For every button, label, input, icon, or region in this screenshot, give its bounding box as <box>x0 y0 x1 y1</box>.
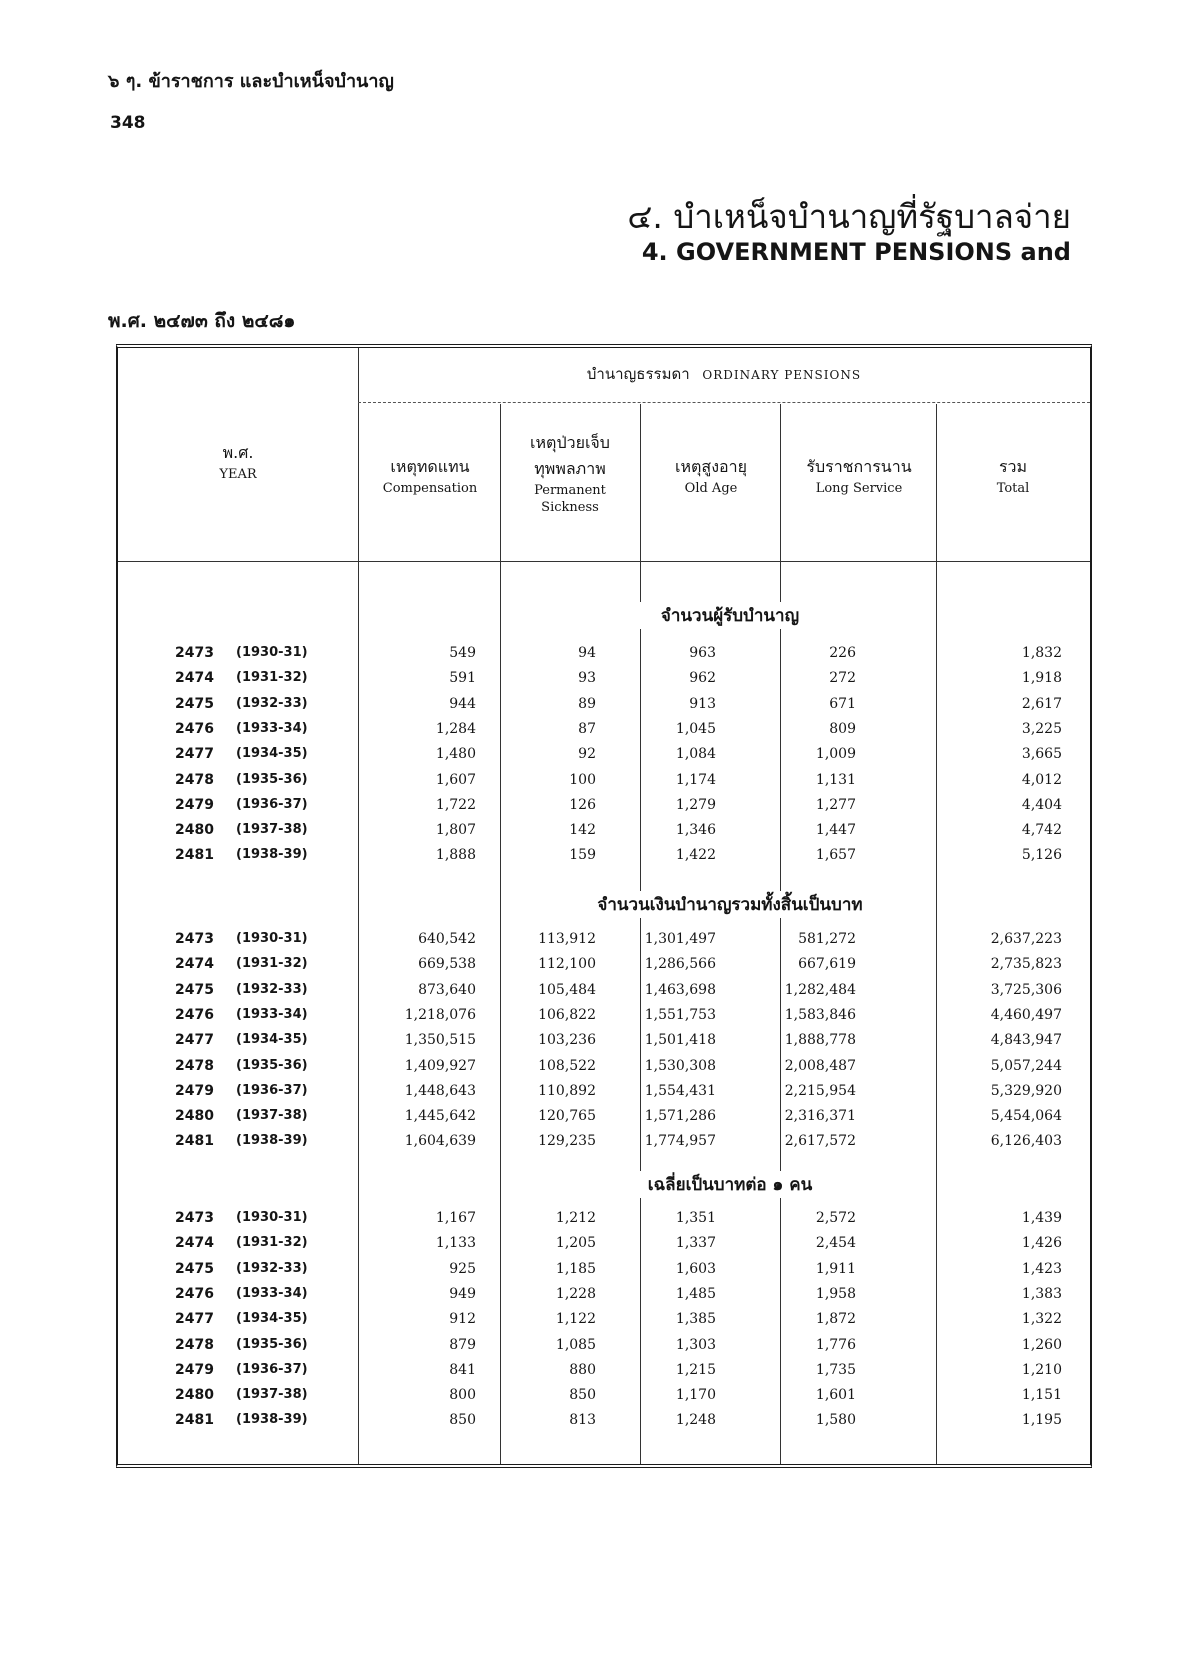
ordinary-pensions-english: ORDINARY PENSIONS <box>702 368 862 382</box>
table-row <box>116 1261 1092 1285</box>
value-cell: 92 <box>578 746 596 762</box>
value-cell: 912 <box>449 1311 476 1327</box>
table-row <box>116 1286 1092 1310</box>
value-cell: 1,170 <box>675 1387 716 1403</box>
table-row <box>116 721 1092 745</box>
value-cell: 671 <box>829 696 856 712</box>
value-cell: 925 <box>449 1261 476 1277</box>
year-ce-cell: (1938-39) <box>236 847 308 862</box>
running-head: ๖ ๆ. ข้าราชการ และบำเหน็จบำนาญ <box>108 71 394 92</box>
value-cell: 1,958 <box>815 1286 856 1302</box>
value-cell: 129,235 <box>538 1133 596 1149</box>
year-ce-cell: (1933-34) <box>236 1007 308 1022</box>
value-cell: 6,126,403 <box>990 1133 1062 1149</box>
column-header-total <box>938 454 1088 497</box>
value-cell: 1,122 <box>555 1311 596 1327</box>
table-row <box>116 1083 1092 1107</box>
value-cell: 93 <box>578 670 596 686</box>
year-ce-cell: (1931-32) <box>236 956 308 971</box>
value-cell: 5,454,064 <box>990 1108 1062 1124</box>
value-cell: 850 <box>449 1412 476 1428</box>
value-cell: 1,601 <box>815 1387 856 1403</box>
year-be-cell: 2475 <box>175 982 214 998</box>
value-cell: 2,572 <box>815 1210 856 1226</box>
column-header-thai: รวม <box>998 457 1028 476</box>
value-cell: 1,085 <box>555 1337 596 1353</box>
year-ce-cell: (1938-39) <box>236 1133 308 1148</box>
year-be-cell: 2473 <box>175 931 214 947</box>
table-title-thai: ๔. บำเหน็จบำนาญที่รัฐบาลจ่าย <box>627 197 1071 236</box>
year-be-cell: 2474 <box>175 1235 214 1251</box>
value-cell: 1,774,957 <box>644 1133 716 1149</box>
table-row <box>116 931 1092 955</box>
value-cell: 3,225 <box>1021 721 1062 737</box>
value-cell: 1,580 <box>815 1412 856 1428</box>
column-header-thai: เหตุทดแทน <box>390 457 470 476</box>
table-row <box>116 1387 1092 1411</box>
value-cell: 1,657 <box>815 847 856 863</box>
year-be-cell: 2479 <box>175 1362 214 1378</box>
value-cell: 110,892 <box>538 1083 596 1099</box>
year-ce-cell: (1934-35) <box>236 1311 308 1326</box>
value-cell: 100 <box>569 772 596 788</box>
value-cell: 1,607 <box>435 772 476 788</box>
value-cell: 5,057,244 <box>990 1058 1062 1074</box>
year-ce-cell: (1936-37) <box>236 797 308 812</box>
column-header-english: Compensation <box>382 481 478 496</box>
value-cell: 1,286,566 <box>644 956 716 972</box>
table-row <box>116 1337 1092 1361</box>
year-be-cell: 2477 <box>175 746 214 762</box>
year-ce-cell: (1937-38) <box>236 822 308 837</box>
value-cell: 1,604,639 <box>404 1133 476 1149</box>
table-row <box>116 1108 1092 1132</box>
year-be-cell: 2478 <box>175 1337 214 1353</box>
table-row <box>116 772 1092 796</box>
column-header-english: Permanent Sickness <box>534 483 606 515</box>
year-be-cell: 2476 <box>175 1286 214 1302</box>
period-label: พ.ศ. ๒๔๗๓ ถึง ๒๔๘๑ <box>108 310 296 332</box>
year-ce-cell: (1933-34) <box>236 721 308 736</box>
value-cell: 1,351 <box>675 1210 716 1226</box>
value-cell: 873,640 <box>418 982 476 998</box>
year-be-cell: 2478 <box>175 1058 214 1074</box>
table-row <box>116 645 1092 669</box>
value-cell: 1,167 <box>435 1210 476 1226</box>
column-header-english: Total <box>996 481 1030 496</box>
year-column-header <box>118 440 358 483</box>
value-cell: 1,911 <box>815 1261 856 1277</box>
year-be-cell: 2478 <box>175 772 214 788</box>
value-cell: 1,447 <box>815 822 856 838</box>
value-cell: 667,619 <box>798 956 856 972</box>
value-cell: 2,617,572 <box>784 1133 856 1149</box>
value-cell: 1,501,418 <box>644 1032 716 1048</box>
column-header-long-service <box>782 454 936 497</box>
table-row <box>116 822 1092 846</box>
column-header-thai: เหตุสูงอายุ <box>675 457 747 476</box>
value-cell: 1,195 <box>1021 1412 1062 1428</box>
value-cell: 1,445,642 <box>404 1108 476 1124</box>
year-ce-cell: (1930-31) <box>236 1210 308 1225</box>
value-cell: 1,218,076 <box>404 1007 476 1023</box>
value-cell: 1,554,431 <box>644 1083 716 1099</box>
year-ce-cell: (1935-36) <box>236 772 308 787</box>
year-ce-cell: (1931-32) <box>236 670 308 685</box>
section-title-total-amount: จำนวนเงินบำนาญรวมทั้งสิ้นเป็นบาท <box>550 891 910 918</box>
year-ce-cell: (1930-31) <box>236 931 308 946</box>
value-cell: 850 <box>569 1387 596 1403</box>
value-cell: 581,272 <box>798 931 856 947</box>
value-cell: 962 <box>689 670 716 686</box>
value-cell: 103,236 <box>538 1032 596 1048</box>
year-be-cell: 2475 <box>175 696 214 712</box>
table-row <box>116 696 1092 720</box>
table-row <box>116 1362 1092 1386</box>
section-title-pensioners: จำนวนผู้รับบำนาญ <box>550 602 910 629</box>
value-cell: 2,454 <box>815 1235 856 1251</box>
value-cell: 1,409,927 <box>404 1058 476 1074</box>
year-be-cell: 2476 <box>175 721 214 737</box>
page-number: 348 <box>110 113 146 133</box>
value-cell: 591 <box>449 670 476 686</box>
value-cell: 1,151 <box>1021 1387 1062 1403</box>
table-row <box>116 1311 1092 1335</box>
year-be-cell: 2481 <box>175 847 214 863</box>
column-header-permanent-sickness <box>510 430 630 516</box>
year-be-cell: 2476 <box>175 1007 214 1023</box>
year-be-cell: 2481 <box>175 1133 214 1149</box>
year-ce-cell: (1935-36) <box>236 1337 308 1352</box>
year-be-cell: 2474 <box>175 956 214 972</box>
value-cell: 841 <box>449 1362 476 1378</box>
value-cell: 1,212 <box>555 1210 596 1226</box>
value-cell: 105,484 <box>538 982 596 998</box>
value-cell: 272 <box>829 670 856 686</box>
value-cell: 94 <box>578 645 596 661</box>
section-title-average: เฉลี่ยเป็นบาทต่อ ๑ คน <box>550 1171 910 1198</box>
value-cell: 2,316,371 <box>784 1108 856 1124</box>
year-ce-cell: (1933-34) <box>236 1286 308 1301</box>
value-cell: 944 <box>449 696 476 712</box>
table-row <box>116 847 1092 871</box>
value-cell: 1,205 <box>555 1235 596 1251</box>
table-title-english: 4. GOVERNMENT PENSIONS and <box>641 238 1071 266</box>
value-cell: 813 <box>569 1412 596 1428</box>
value-cell: 4,460,497 <box>990 1007 1062 1023</box>
column-header-compensation <box>360 454 500 497</box>
table-row <box>116 1058 1092 1082</box>
value-cell: 159 <box>569 847 596 863</box>
year-be-cell: 2481 <box>175 1412 214 1428</box>
value-cell: 1,260 <box>1021 1337 1062 1353</box>
table-row <box>116 1412 1092 1436</box>
value-cell: 913 <box>689 696 716 712</box>
value-cell: 1,131 <box>815 772 856 788</box>
value-cell: 1,045 <box>675 721 716 737</box>
table-row <box>116 1210 1092 1234</box>
value-cell: 1,735 <box>815 1362 856 1378</box>
value-cell: 1,133 <box>435 1235 476 1251</box>
value-cell: 1,301,497 <box>644 931 716 947</box>
year-ce-cell: (1937-38) <box>236 1387 308 1402</box>
year-be-cell: 2480 <box>175 1387 214 1403</box>
value-cell: 1,346 <box>675 822 716 838</box>
group-header-rule <box>358 402 1090 403</box>
year-ce-cell: (1934-35) <box>236 746 308 761</box>
value-cell: 5,126 <box>1021 847 1062 863</box>
value-cell: 1,210 <box>1021 1362 1062 1378</box>
table-row <box>116 746 1092 770</box>
year-ce-cell: (1936-37) <box>236 1362 308 1377</box>
year-ce-cell: (1932-33) <box>236 1261 308 1276</box>
table-row <box>116 1032 1092 1056</box>
year-be-cell: 2479 <box>175 797 214 813</box>
value-cell: 1,383 <box>1021 1286 1062 1302</box>
table-row <box>116 797 1092 821</box>
value-cell: 2,215,954 <box>784 1083 856 1099</box>
year-ce-cell: (1938-39) <box>236 1412 308 1427</box>
value-cell: 1,603 <box>675 1261 716 1277</box>
value-cell: 1,279 <box>675 797 716 813</box>
value-cell: 1,350,515 <box>404 1032 476 1048</box>
value-cell: 5,329,920 <box>990 1083 1062 1099</box>
year-ce-cell: (1936-37) <box>236 1083 308 1098</box>
value-cell: 142 <box>569 822 596 838</box>
year-be-cell: 2473 <box>175 645 214 661</box>
value-cell: 1,248 <box>675 1412 716 1428</box>
year-ce-cell: (1935-36) <box>236 1058 308 1073</box>
value-cell: 879 <box>449 1337 476 1353</box>
value-cell: 640,542 <box>418 931 476 947</box>
year-ce-cell: (1932-33) <box>236 982 308 997</box>
value-cell: 112,100 <box>538 956 596 972</box>
year-be-cell: 2480 <box>175 1108 214 1124</box>
value-cell: 4,012 <box>1021 772 1062 788</box>
value-cell: 2,617 <box>1021 696 1062 712</box>
value-cell: 1,583,846 <box>784 1007 856 1023</box>
value-cell: 1,807 <box>435 822 476 838</box>
table-row <box>116 982 1092 1006</box>
year-ce-cell: (1931-32) <box>236 1235 308 1250</box>
year-ce-cell: (1934-35) <box>236 1032 308 1047</box>
value-cell: 1,423 <box>1021 1261 1062 1277</box>
value-cell: 89 <box>578 696 596 712</box>
year-be-cell: 2480 <box>175 822 214 838</box>
value-cell: 87 <box>578 721 596 737</box>
value-cell: 1,322 <box>1021 1311 1062 1327</box>
value-cell: 1,448,643 <box>404 1083 476 1099</box>
value-cell: 1,480 <box>435 746 476 762</box>
year-ce-cell: (1932-33) <box>236 696 308 711</box>
value-cell: 1,722 <box>435 797 476 813</box>
value-cell: 106,822 <box>538 1007 596 1023</box>
value-cell: 1,284 <box>435 721 476 737</box>
value-cell: 1,426 <box>1021 1235 1062 1251</box>
value-cell: 120,765 <box>538 1108 596 1124</box>
value-cell: 4,843,947 <box>990 1032 1062 1048</box>
value-cell: 1,888 <box>435 847 476 863</box>
value-cell: 1,872 <box>815 1311 856 1327</box>
value-cell: 2,637,223 <box>990 931 1062 947</box>
value-cell: 809 <box>829 721 856 737</box>
value-cell: 1,174 <box>675 772 716 788</box>
column-header-old-age <box>642 454 780 497</box>
value-cell: 113,912 <box>538 931 596 947</box>
value-cell: 1,303 <box>675 1337 716 1353</box>
value-cell: 1,422 <box>675 847 716 863</box>
ordinary-pensions-header <box>358 362 1090 386</box>
value-cell: 3,665 <box>1021 746 1062 762</box>
value-cell: 1,337 <box>675 1235 716 1251</box>
year-ce-cell: (1930-31) <box>236 645 308 660</box>
value-cell: 800 <box>449 1387 476 1403</box>
year-ce-cell: (1937-38) <box>236 1108 308 1123</box>
value-cell: 880 <box>569 1362 596 1378</box>
value-cell: 1,282,484 <box>784 982 856 998</box>
value-cell: 1,888,778 <box>784 1032 856 1048</box>
header-rule <box>118 561 1090 562</box>
value-cell: 2,008,487 <box>784 1058 856 1074</box>
year-be-cell: 2475 <box>175 1261 214 1277</box>
value-cell: 1,530,308 <box>644 1058 716 1074</box>
column-header-thai: รับราชการนาน <box>806 457 912 476</box>
value-cell: 949 <box>449 1286 476 1302</box>
value-cell: 1,228 <box>555 1286 596 1302</box>
year-be-cell: 2474 <box>175 670 214 686</box>
year-be-cell: 2473 <box>175 1210 214 1226</box>
value-cell: 1,551,753 <box>644 1007 716 1023</box>
table-row <box>116 670 1092 694</box>
value-cell: 1,009 <box>815 746 856 762</box>
value-cell: 1,918 <box>1021 670 1062 686</box>
value-cell: 1,485 <box>675 1286 716 1302</box>
table-row <box>116 1235 1092 1259</box>
value-cell: 1,084 <box>675 746 716 762</box>
value-cell: 1,385 <box>675 1311 716 1327</box>
value-cell: 1,832 <box>1021 645 1062 661</box>
year-be-cell: 2477 <box>175 1311 214 1327</box>
year-be-cell: 2479 <box>175 1083 214 1099</box>
value-cell: 1,277 <box>815 797 856 813</box>
table-row <box>116 1007 1092 1031</box>
value-cell: 1,439 <box>1021 1210 1062 1226</box>
table-row <box>116 956 1092 980</box>
value-cell: 1,776 <box>815 1337 856 1353</box>
year-header-thai: พ.ศ. <box>222 443 254 462</box>
table-row <box>116 1133 1092 1157</box>
year-be-cell: 2477 <box>175 1032 214 1048</box>
value-cell: 4,404 <box>1021 797 1062 813</box>
column-header-english: Old Age <box>684 481 738 496</box>
value-cell: 126 <box>569 797 596 813</box>
ordinary-pensions-thai: บำนาญธรรมดา <box>586 365 690 383</box>
year-header-english: YEAR <box>219 467 257 482</box>
value-cell: 1,463,698 <box>644 982 716 998</box>
value-cell: 669,538 <box>418 956 476 972</box>
value-cell: 108,522 <box>538 1058 596 1074</box>
value-cell: 3,725,306 <box>990 982 1062 998</box>
value-cell: 4,742 <box>1021 822 1062 838</box>
value-cell: 2,735,823 <box>990 956 1062 972</box>
value-cell: 1,185 <box>555 1261 596 1277</box>
value-cell: 1,571,286 <box>644 1108 716 1124</box>
column-header-english: Long Service <box>815 481 903 496</box>
value-cell: 226 <box>829 645 856 661</box>
value-cell: 1,215 <box>675 1362 716 1378</box>
value-cell: 963 <box>689 645 716 661</box>
value-cell: 549 <box>449 645 476 661</box>
column-header-thai: เหตุป่วยเจ็บ ทุพพลภาพ <box>530 433 610 478</box>
